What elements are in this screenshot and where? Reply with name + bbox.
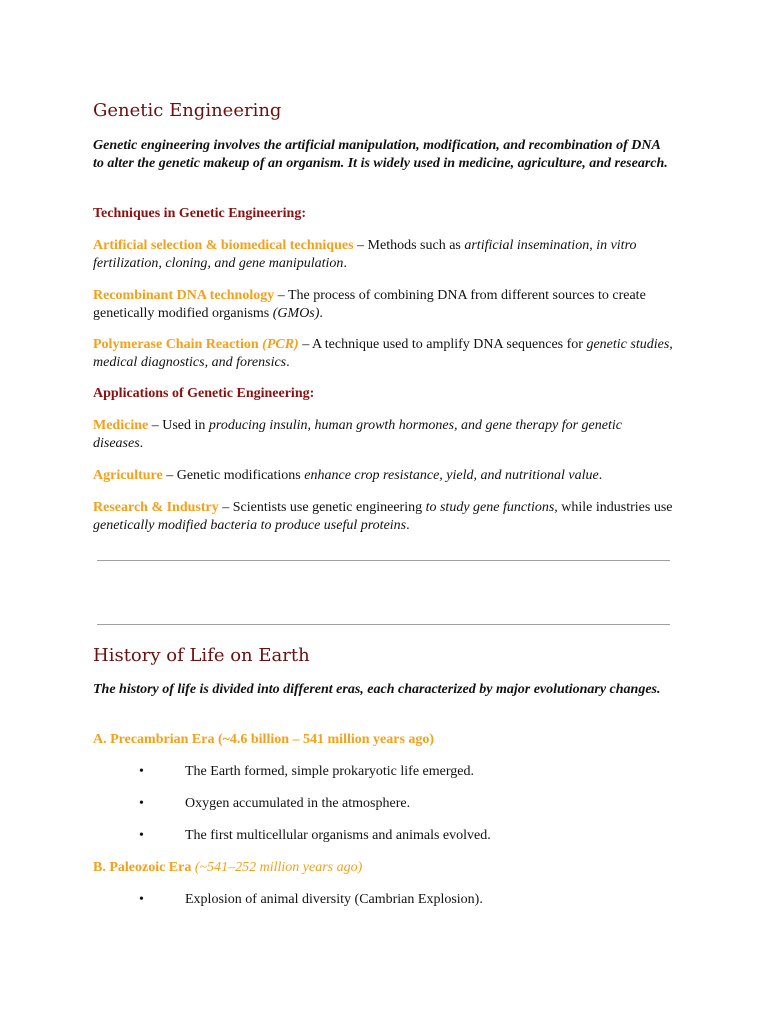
technique-item	[93, 237, 673, 272]
technique-term: Polymerase Chain Reaction	[93, 337, 263, 352]
technique-text: Methods such as	[367, 238, 465, 253]
list-item	[93, 763, 673, 781]
technique-item	[93, 287, 673, 322]
application-tail: .	[598, 468, 603, 483]
application-item	[93, 467, 673, 485]
application-text: Used in	[162, 418, 209, 433]
technique-tail: .	[343, 255, 347, 271]
technique-text: A technique used to amplify DNA sequences for	[311, 337, 587, 352]
technique-emphasis: artificial insemination, in vitro fertilization, cloning, and gene manipulation	[93, 238, 637, 271]
separator: –	[218, 500, 233, 515]
list-item	[93, 827, 673, 845]
technique-term-emphasis: (PCR)	[262, 337, 299, 352]
application-text-mid: , while industries use	[554, 500, 673, 515]
separator: –	[148, 418, 163, 433]
bullet-text: The Earth formed, simple prokaryotic life emerged.	[185, 764, 474, 779]
era-heading-precambrian: A. Precambrian Era (~4.6 billion – 541 million years ago)	[93, 732, 435, 747]
technique-item	[93, 336, 673, 371]
bullet-text: The first multicellular organisms and animals evolved.	[185, 828, 491, 843]
technique-term: Recombinant DNA technology	[93, 288, 275, 303]
horizontal-rule	[97, 560, 670, 561]
application-emphasis: producing insulin, human growth hormones, and gene therapy for genetic diseases	[93, 418, 622, 451]
technique-tail: .	[319, 305, 323, 321]
horizontal-rule	[97, 624, 670, 625]
bullet-text: Oxygen accumulated in the atmosphere.	[185, 796, 411, 811]
era-b-bullet-list	[93, 891, 673, 909]
section-title-history: History of Life on Earth	[93, 645, 310, 666]
technique-term: Artificial selection & biomedical techniques	[93, 238, 354, 253]
application-term: Agriculture	[93, 468, 163, 483]
list-item	[93, 795, 673, 813]
application-emphasis-2: genetically modified bacteria to produce useful proteins	[93, 517, 407, 533]
application-emphasis: to study gene functions	[425, 500, 555, 515]
application-text: Scientists use genetic engineering	[232, 500, 426, 515]
application-emphasis: enhance crop resistance, yield, and nutritional value	[304, 468, 599, 483]
separator: –	[162, 468, 177, 483]
applications-heading: Applications of Genetic Engineering:	[93, 386, 315, 401]
techniques-heading: Techniques in Genetic Engineering:	[93, 206, 307, 221]
bullet-icon: •	[139, 764, 144, 779]
era-range: (~541–252 million years ago)	[194, 860, 363, 875]
bullet-text: Explosion of animal diversity (Cambrian Explosion).	[185, 892, 483, 907]
application-item	[93, 499, 673, 534]
application-tail: .	[139, 435, 144, 451]
era-a-bullet-list	[93, 763, 673, 845]
application-term: Medicine	[93, 418, 149, 433]
bullet-icon: •	[139, 892, 144, 907]
era-heading-paleozoic	[93, 859, 673, 877]
technique-emphasis: genetic studies, medical diagnostics, and forensics	[93, 337, 673, 370]
section-title-genetic: Genetic Engineering	[93, 100, 282, 121]
application-item	[93, 417, 673, 452]
application-text: Genetic modifications	[176, 468, 305, 483]
application-term: Research & Industry	[93, 500, 219, 515]
technique-tail: .	[286, 354, 290, 370]
technique-text: The process of combining DNA from different sources to create genetically modified organisms	[93, 288, 646, 321]
application-tail: .	[406, 517, 410, 533]
technique-emphasis: (GMOs)	[272, 305, 320, 321]
bullet-icon: •	[139, 828, 144, 843]
separator: –	[274, 288, 288, 303]
separator: –	[298, 337, 312, 352]
genetic-lead: Genetic engineering involves the artificial manipulation, modification, and recombination of DNA to alter the genetic makeup of an organism. It is widely used in medicine, agriculture, and research.	[93, 138, 668, 171]
bullet-icon: •	[139, 796, 144, 811]
history-lead: The history of life is divided into different eras, each characterized by major evolutionary changes.	[93, 682, 661, 697]
list-item	[93, 891, 673, 909]
separator: –	[353, 238, 368, 253]
era-label: B. Paleozoic Era	[93, 860, 195, 875]
